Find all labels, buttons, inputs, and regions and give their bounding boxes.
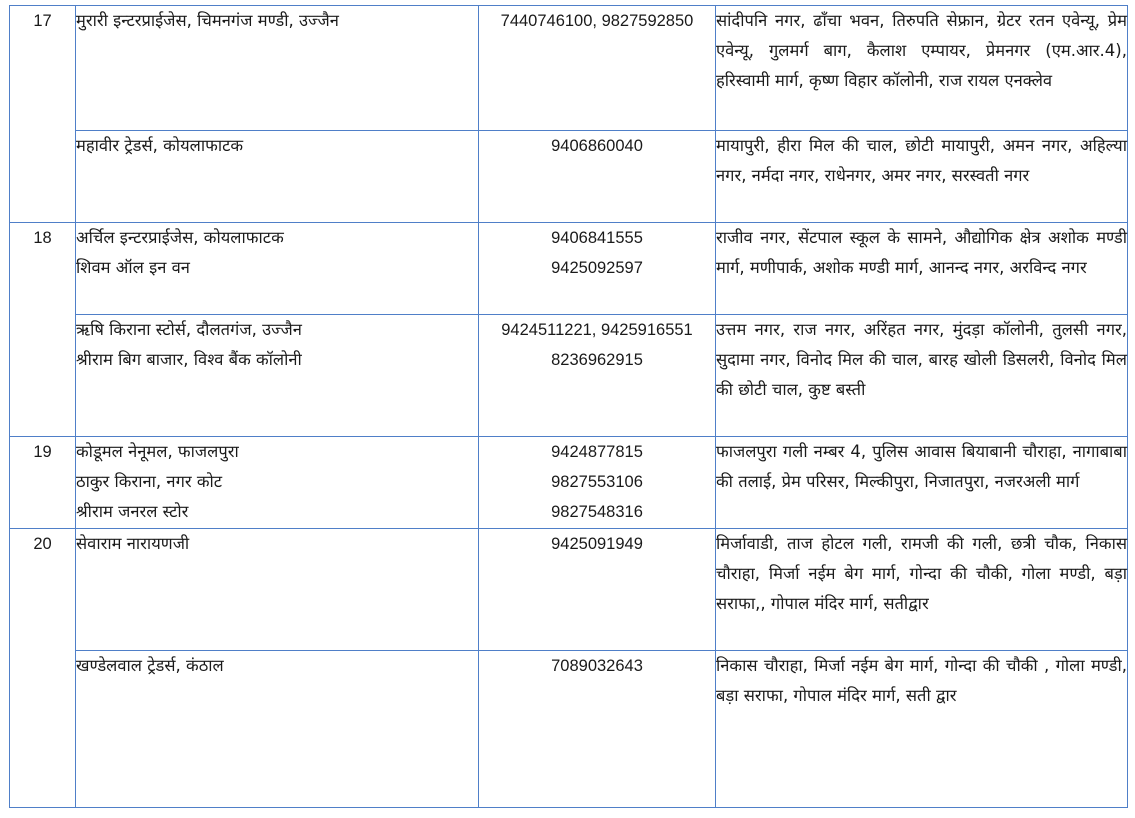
shop-name-cell bbox=[76, 315, 479, 437]
shop-name: खण्डेलवाल ट्रेडर्स, कंठाल bbox=[76, 656, 224, 675]
shop-name: कोडूमल नेनूमल, फाजलपुरा bbox=[76, 442, 239, 461]
service-areas: मिर्जावाडी, ताज होटल गली, रामजी की गली, छत्री चौक, निकास चौराहा, मिर्जा नईम बेग मार्ग, गोन्दा की चौकी, गोला मण्डी, बड़ा सराफा,, गोपाल मंदिर मार्ग, सतीद्वार bbox=[716, 529, 1128, 651]
service-areas: सांदीपनि नगर, ढाँचा भवन, तिरुपति सेफ्रान, ग्रेटर रतन एवेन्यू, प्रेम एवेन्यू, गुलमर्ग बाग, कैलाश एम्पायर, प्रेमनगर (एम.आर.4), हरिस्वामी मार्ग, कृष्ण विहार कॉलोनी, राज रायल एनक्लेव bbox=[716, 6, 1128, 131]
table-row bbox=[10, 315, 1128, 437]
phone-number: 9425092597 bbox=[551, 259, 643, 277]
shop-name-cell bbox=[76, 131, 479, 223]
shop-name: मुरारी इन्टरप्राईजेस, चिमनगंज मण्डी, उज्जैन bbox=[76, 11, 339, 30]
phone-cell bbox=[479, 529, 716, 651]
shop-name: श्रीराम बिग बाजार, विश्व बैंक कॉलोनी bbox=[76, 350, 302, 369]
dealer-area-table bbox=[9, 5, 1128, 808]
shop-name: अर्चिल इन्टरप्राईजेस, कोयलाफाटक bbox=[76, 228, 284, 247]
phone-cell bbox=[479, 315, 716, 437]
service-areas: फाजलपुरा गली नम्बर 4, पुलिस आवास बियाबानी चौराहा, नागाबाबा की तलाई, प्रेम परिसर, मिल्कीपुरा, निजातपुरा, नजरअली मार्ग bbox=[716, 437, 1128, 529]
phone-number: 9827553106 bbox=[551, 473, 643, 491]
shop-name: महावीर ट्रेडर्स, कोयलाफाटक bbox=[76, 136, 244, 155]
phone-cell bbox=[479, 437, 716, 529]
phone-cell bbox=[479, 131, 716, 223]
ward-number: 17 bbox=[10, 6, 76, 223]
phone-number: 9425091949 bbox=[551, 535, 643, 553]
phone-number: 9406860040 bbox=[551, 137, 643, 155]
shop-name-cell bbox=[76, 529, 479, 651]
shop-name-cell bbox=[76, 6, 479, 131]
phone-cell bbox=[479, 223, 716, 315]
phone-number: 9827548316 bbox=[551, 503, 643, 521]
shop-name: शिवम ऑल इन वन bbox=[76, 258, 190, 277]
table-row bbox=[10, 529, 1128, 651]
table-row bbox=[10, 651, 1128, 808]
service-areas: राजीव नगर, सेंटपाल स्कूल के सामने, औद्योगिक क्षेत्र अशोक मण्डी मार्ग, मणीपार्क, अशोक मण्डी मार्ग, आनन्द नगर, अरविन्द नगर bbox=[716, 223, 1128, 315]
phone-cell bbox=[479, 651, 716, 808]
phone-cell bbox=[479, 6, 716, 131]
shop-name-cell bbox=[76, 223, 479, 315]
phone-number: 7089032643 bbox=[551, 657, 643, 675]
ward-number: 18 bbox=[10, 223, 76, 437]
table-row bbox=[10, 6, 1128, 131]
phone-number: 9424877815 bbox=[551, 443, 643, 461]
table-row bbox=[10, 223, 1128, 315]
shop-name: ऋषि किराना स्टोर्स, दौलतगंज, उज्जैन bbox=[76, 320, 302, 339]
phone-number: 9406841555 bbox=[551, 229, 643, 247]
service-areas: निकास चौराहा, मिर्जा नईम बेग मार्ग, गोन्दा की चौकी , गोला मण्डी, बड़ा सराफा, गोपाल मंदिर मार्ग, सती द्वार bbox=[716, 651, 1128, 808]
phone-number: 8236962915 bbox=[551, 351, 643, 369]
shop-name: श्रीराम जनरल स्टोर bbox=[76, 502, 189, 521]
phone-number: 7440746100, 9827592850 bbox=[500, 12, 694, 30]
ward-number: 20 bbox=[10, 529, 76, 808]
table-row bbox=[10, 437, 1128, 529]
shop-name: सेवाराम नारायणजी bbox=[76, 534, 190, 553]
shop-name-cell bbox=[76, 651, 479, 808]
service-areas: उत्तम नगर, राज नगर, अरिंहत नगर, मुंदड़ा कॉलोनी, तुलसी नगर, सुदामा नगर, विनोद मिल की चाल, बारह खोली डिसलरी, विनोद मिल की छोटी चाल, कुष्ट बस्ती bbox=[716, 315, 1128, 437]
shop-name-cell bbox=[76, 437, 479, 529]
phone-number: 9424511221, 9425916551 bbox=[501, 321, 693, 339]
shop-name: ठाकुर किराना, नगर कोट bbox=[76, 472, 223, 491]
ward-number: 19 bbox=[10, 437, 76, 529]
service-areas: मायापुरी, हीरा मिल की चाल, छोटी मायापुरी, अमन नगर, अहिल्या नगर, नर्मदा नगर, राधेनगर, अमर नगर, सरस्वती नगर bbox=[716, 131, 1128, 223]
table-row bbox=[10, 131, 1128, 223]
